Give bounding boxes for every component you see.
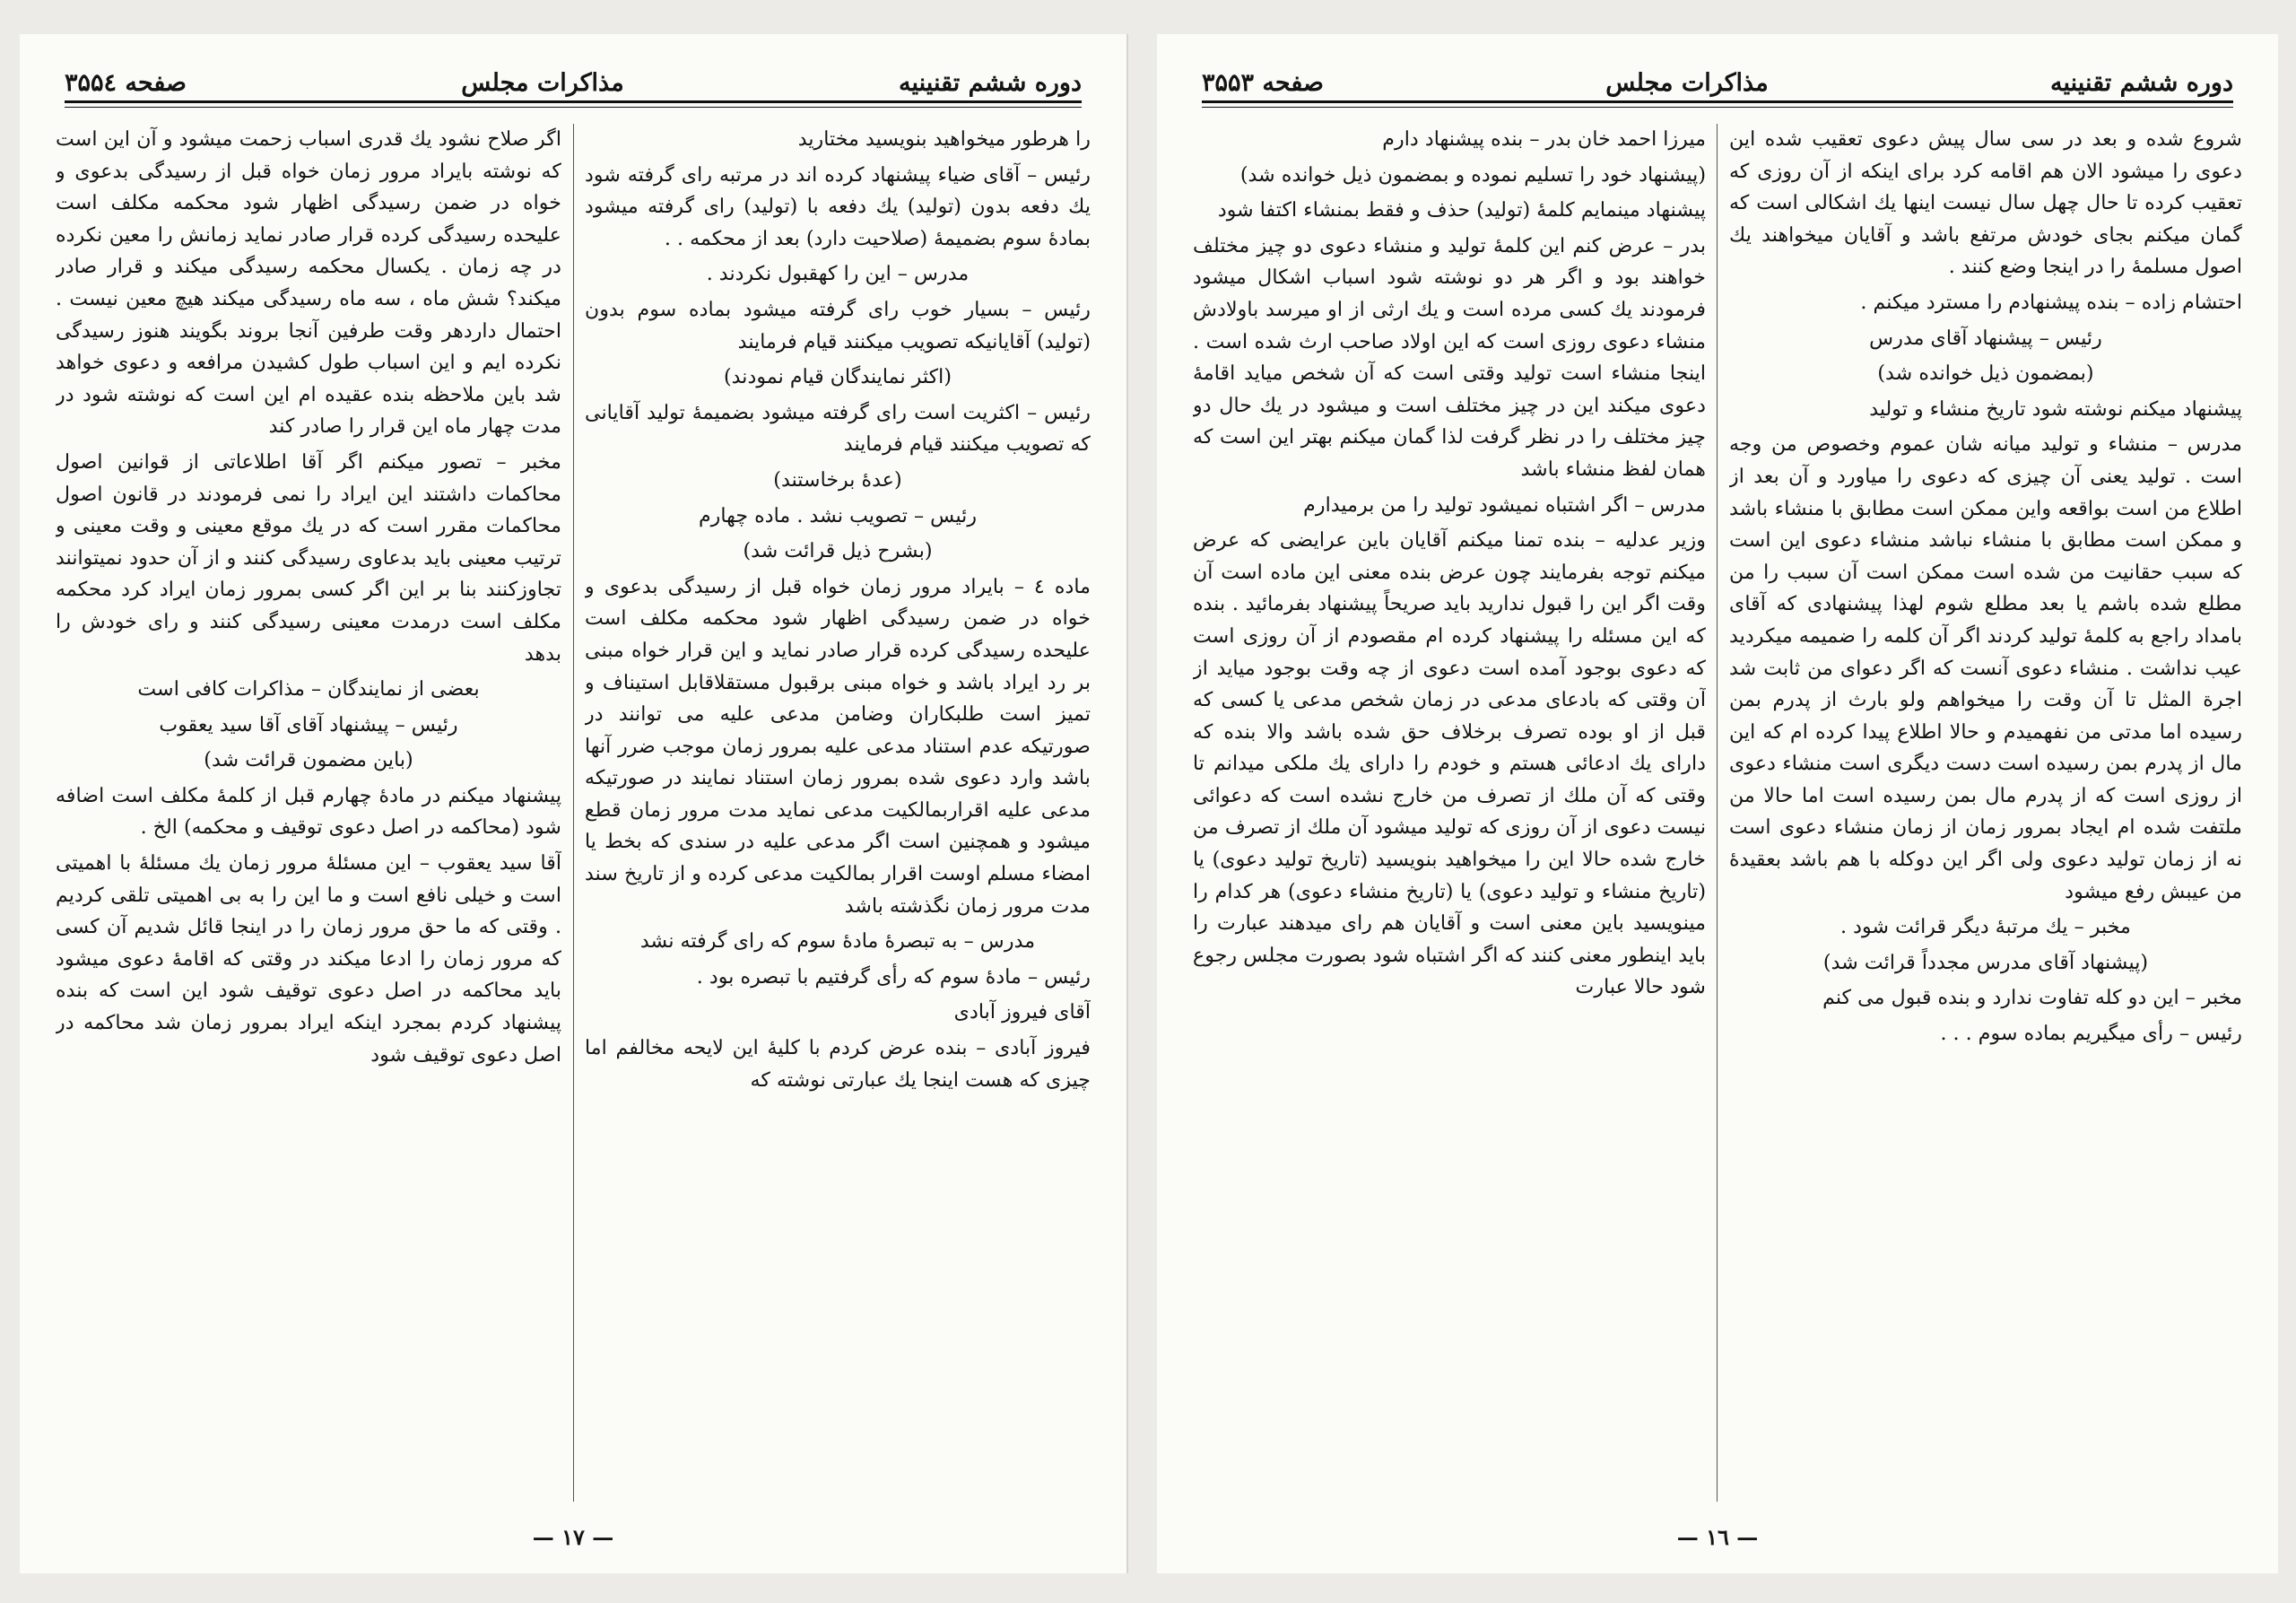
paragraph: بعضی از نمایندگان – مذاکرات کافی است (137, 677, 480, 701)
text-columns (1193, 124, 2242, 1502)
left-column (56, 124, 561, 1502)
right-column (1729, 124, 2242, 1502)
paragraph: مخبر – یك مرتبهٔ دیگر قرائت شود . (1840, 915, 2131, 939)
page-title: مذاکرات مجلس (1605, 69, 1769, 97)
page-header (65, 52, 1082, 109)
paragraph: آقا سید یعقوب – این مسئلهٔ مرور زمان یك مسئلهٔ با اهمیتی است و خیلی نافع است و ما این را به بی اهمیتی تلقی کردیم . وقتی که ما حق مرور زمان را در اینجا قائل شدیم آن کسی که مرور زمان را ادعا میکند در وقتی که اقامهٔ دعوی میشود باید محاکمه در اصل دعوی توقیف شود این است که بنده پیشنهاد کردم بمجرد اینکه ایراد بمرور زمان شد محاکمه در اصل دعوی توقیف شود (56, 851, 561, 1067)
paragraph: پیشنهاد میکنم در مادهٔ چهارم قبل از کلمهٔ مکلف است اضافه شود (محاکمه در اصل دعوی توقیف و محکمه) الخ . (56, 783, 561, 840)
paragraph: رئیس – مادهٔ سوم که رأی گرفتیم با تبصره بود . (696, 964, 1091, 989)
page-header (1202, 52, 2233, 109)
header-rule (1202, 100, 2233, 103)
left-column (1193, 124, 1706, 1502)
page-footer: — ۱۷ — (532, 1524, 614, 1550)
paragraph: ماده ٤ – بایراد مرور زمان خواه قبل از رسیدگی بدعوی و خواه در ضمن رسیدگی اظهار شود محکمه مکلف است علیحده رسیدگی کرده قرار صادر نماید و این قرار خواه مبنی بر رد ایراد باشد و خواه مبنی برقبول مستقلاقابل استیناف و تمیز است طلبکاران وضامن مدعی علیه می توانند در صورتیکه عدم استناد مدعی علیه بمرور زمان موجب ضرر آنها باشد وارد دعوی شده بمرور زمان استناد نمایند در صورتیکه مدعی علیه اقراربمالکیت مدعی نماید مدت مرور زمان قطع میشود و همچنین است اگر مدعی علیه در سندی که بخط یا امضاء مسلم اوست اقرار بمالکیت مدعی کرده و از تاریخ سند مدت مرور زمان نگذشته باشد (585, 574, 1091, 918)
paragraph: آقای فیروز آبادی (953, 1000, 1091, 1024)
page-left (20, 34, 1128, 1573)
column-divider (1717, 124, 1718, 1502)
page-number: صفحه ۳۵۵۳ (1202, 69, 1324, 97)
paragraph: (اکثر نمایندگان قیام نمودند) (724, 365, 952, 389)
paragraph: را هرطور میخواهید بنویسید مختارید (797, 127, 1091, 151)
paragraph: (پیشنهاد آقای مدرس مجدداً قرائت شد) (1822, 950, 2149, 974)
paragraph: مدرس – این را کهقبول نکردند . (706, 262, 970, 286)
paragraph: رئیس – پیشنهاد آقای آقا سید یعقوب (159, 712, 458, 736)
paragraph: فیروز آبادی – بنده عرض کردم با کلیهٔ این لایحه مخالفم اما چیزی که هست اینجا یك عبارتی نوشته که (585, 1036, 1091, 1092)
paragraph: رئیس – پیشنهاد آقای مدرس (1869, 326, 2102, 350)
header-rule (1202, 107, 2233, 108)
paragraph: مدرس – منشاء و تولید میانه شان عموم وخصوص من وجه است . تولید یعنی آن چیزی که دعوی را میاورد و آن بعد از اطلاع من است بواقعه واین ممکن است مطابق با منشاء باشد و ممکن است مطابق با منشاء نباشد منشاء دعوی این است که سبب حقانیت من شده است ممکن است آن سبب را من مطلع شده باشم یا بعد مطلع شوم لهذا پیشنهادی که آقای بامداد راجع به کلمهٔ تولید کردند اگر آن کلمه را ضمیمه میکردید عیب نداشت . منشاء دعوی آنست که اگر دعوای من ثابت شد اجرة المثل تا آن وقت را میخواهم ولو بارث از پدرم بمن رسیده اما مدتی من نفهمیدم و حالا اطلاع پیدا کرده ام که این مال از پدرم بمن رسیده است دست دیگری است منشاء دعوی از روزی است که از پدرم مال بمن رسیده است اما حالا من ملتفت شده ام ایجاد بمرور زمان از زمان منشاء دعوی است نه از زمان تولید دعوی ولی اگر این دوکله با هم باشد بعقیدهٔ من عیبش رفع میشود (1729, 432, 2242, 903)
paragraph: رئیس – اکثریت است رای گرفته میشود بضمیمهٔ تولید آقایانی که تصویب میکنند قیام فرمایند (585, 400, 1091, 457)
paragraph: پیشنهاد میکنم نوشته شود تاریخ منشاء و تولید (1869, 396, 2242, 421)
session-title: دوره ششم تقنینیه (2050, 69, 2233, 97)
page-right (1157, 34, 2278, 1573)
paragraph: بدر – عرض کنم این کلمهٔ تولید و منشاء دعوی دو چیز مختلف خواهند بود و اگر هر دو نوشته شود اسباب اشکال میشود فرمودند یك کسی مرده است و یك ارثی از او میرسد باولادش منشاء دعوی روزی است که این اولاد صاحب ارث شده است . اینجا منشاء است تولید وقتی است که آن شخص میاید اقامهٔ دعوی میکند این در چیز مختلف است و میشود در یك حال دو چیز مختلف را در نظر گرفت لذا گمان میکنم بهتر این است که همان لفظ منشاء باشد (1193, 233, 1706, 481)
header-rule (65, 100, 1082, 103)
paragraph: رئیس – آقای ضیاء پیشنهاد کرده اند در مرتبه رای گرفته شود یك دفعه بدون (تولید) یك دفعه با (تولید) رای گرفته میشود بمادهٔ سوم بضمیمهٔ (صلاحیت دارد) بعد از محکمه . . (585, 162, 1091, 250)
right-column (585, 124, 1091, 1502)
paragraph: مدرس – به تبصرهٔ مادهٔ سوم که رای گرفته نشد (639, 929, 1036, 954)
session-title: دوره ششم تقنینیه (899, 69, 1082, 97)
paragraph: اگر صلاح نشود یك قدری اسباب زحمت میشود و آن این است که نوشته بایراد مرور زمان خواه قبل از رسیدگی بدعوی و خواه در ضمن رسیدگی اظهار شود محکمه مکلف است علیحده رسیدگی کرده قرار صادر نماید زمانش را معین نکرده در چه زمان . یکسال محکمه رسیدگی میکند و قرار صادر میکند؟ شش ماه ، سه ماه رسیدگی میکند هیچ معین نیست . احتمال داردهر وقت طرفین آنجا بروند بگویند هنوز رسیدگی نکرده ایم و این اسباب طول کشیدن مرافعه و دعوی خواهد شد باین ملاحظه بنده عقیده ام این است که نوشته شود در مدت چهار ماه این قرار را صادر کند (56, 127, 561, 439)
page-footer: — ۱٦ — (1676, 1524, 1759, 1550)
paragraph: مخبر – تصور میکنم اگر آقا اطلاعاتی از قوانین اصول محاکمات داشتند این ایراد را نمی فرمودند در قانون اصول محاکمات مقرر است که در یك موقع معینی و وقت معینی و ترتیب معینی باید بدعاوی رسیدگی کنند و از آن حدود نمیتوانند تجاوزکنند بنا بر این اگر کسی بمرور زمان ایراد کرد محکمه مکلف است درمدت معینی رسیدگی کنند و رای خودش را بدهد (56, 449, 561, 666)
paragraph: (بشرح ذیل قرائت شد) (743, 539, 933, 563)
paragraph: (عدهٔ برخاستند) (773, 467, 902, 492)
paragraph: رئیس – رأی میگیریم بماده سوم . . . (1940, 1022, 2242, 1046)
paragraph: مدرس – اگر اشتباه نمیشود تولید را من برمیدارم (1303, 492, 1706, 517)
paragraph: رئیس – بسیار خوب رای گرفته میشود بماده سوم بدون (تولید) آقایانیکه تصویب میکنند قیام فرمایند (585, 297, 1091, 353)
paragraph: (بمضمون ذیل خوانده شد) (1877, 362, 2094, 386)
paragraph: رئیس – تصویب نشد . ماده چهارم (698, 503, 978, 527)
paragraph: (باین مضمون قرائت شد) (204, 748, 413, 772)
paragraph: پیشنهاد مینمایم کلمهٔ (تولید) حذف و فقط بمنشاء اکتفا شود (1217, 198, 1706, 222)
column-divider (573, 124, 574, 1502)
paragraph: (پیشنهاد خود را تسلیم نموده و بمضمون ذیل خوانده شد) (1239, 162, 1706, 187)
paragraph: وزیر عدلیه – بنده تمنا میکنم آقایان باین عرایضی که عرض میکنم توجه بفرمایند چون عرض بنده معنی این ماده است آن وقت اگر این را قبول ندارید باید صریحاً پیشنهاد بفرمائید . بنده که این مسئله را پیشنهاد کرده ام مقصودم از آن روزی است که دعوی بوجود آمده است دعوی از چه وقت بوجود میاید از آن وقتی که بادعای مدعی در زمان شخص مدعی یا کسی که قبل از او بوده تصرف برخلاف حق شده باشد والا بنده که دارای یك ادعائی هستم و خودم را دارای یك ملکی میدانم تا وقتی که آن ملك از تصرف من خارج نشده است که دعوائی نیست دعوی از آن روزی که تولید میشود آن ملك از تصرف من خارج شده حالا این را میخواهید بنویسید (تاریخ تولید دعوی) یا (تاریخ منشاء و تولید دعوی) یا (تاریخ منشاء دعوی) هر کدام را مینویسید باین معنی است و آقایان هم رای میدهند عبارت را باید اینطور معنی کنند که اگر اشتباه شود بصورت مجلس رجوع شود حالا عبارت (1193, 528, 1706, 999)
page-number: صفحه ۳۵۵٤ (65, 69, 187, 97)
page-title: مذاکرات مجلس (461, 69, 624, 97)
paragraph: شروع شده و بعد در سی سال پیش دعوی تعقیب شده این دعوی را میشود الان هم اقامه کرد برای اینکه از آن روزی که تعقیب کرده تا حال چهل سال نیست اینها یك اشکالی است که گمان میکنم بجای خودش مرتفع باشد و آقایان میخواهند یك اصول مسلمهٔ را در اینجا وضع کنند . (1729, 127, 2242, 279)
paragraph: میرزا احمد خان بدر – بنده پیشنهاد دارم (1382, 127, 1706, 151)
paragraph: احتشام زاده – بنده پیشنهادم را مسترد میکنم . (1860, 290, 2242, 314)
paragraph: مخبر – این دو کله تفاوت ندارد و بنده قبول می کنم (1822, 986, 2242, 1010)
header-rule (65, 107, 1082, 108)
